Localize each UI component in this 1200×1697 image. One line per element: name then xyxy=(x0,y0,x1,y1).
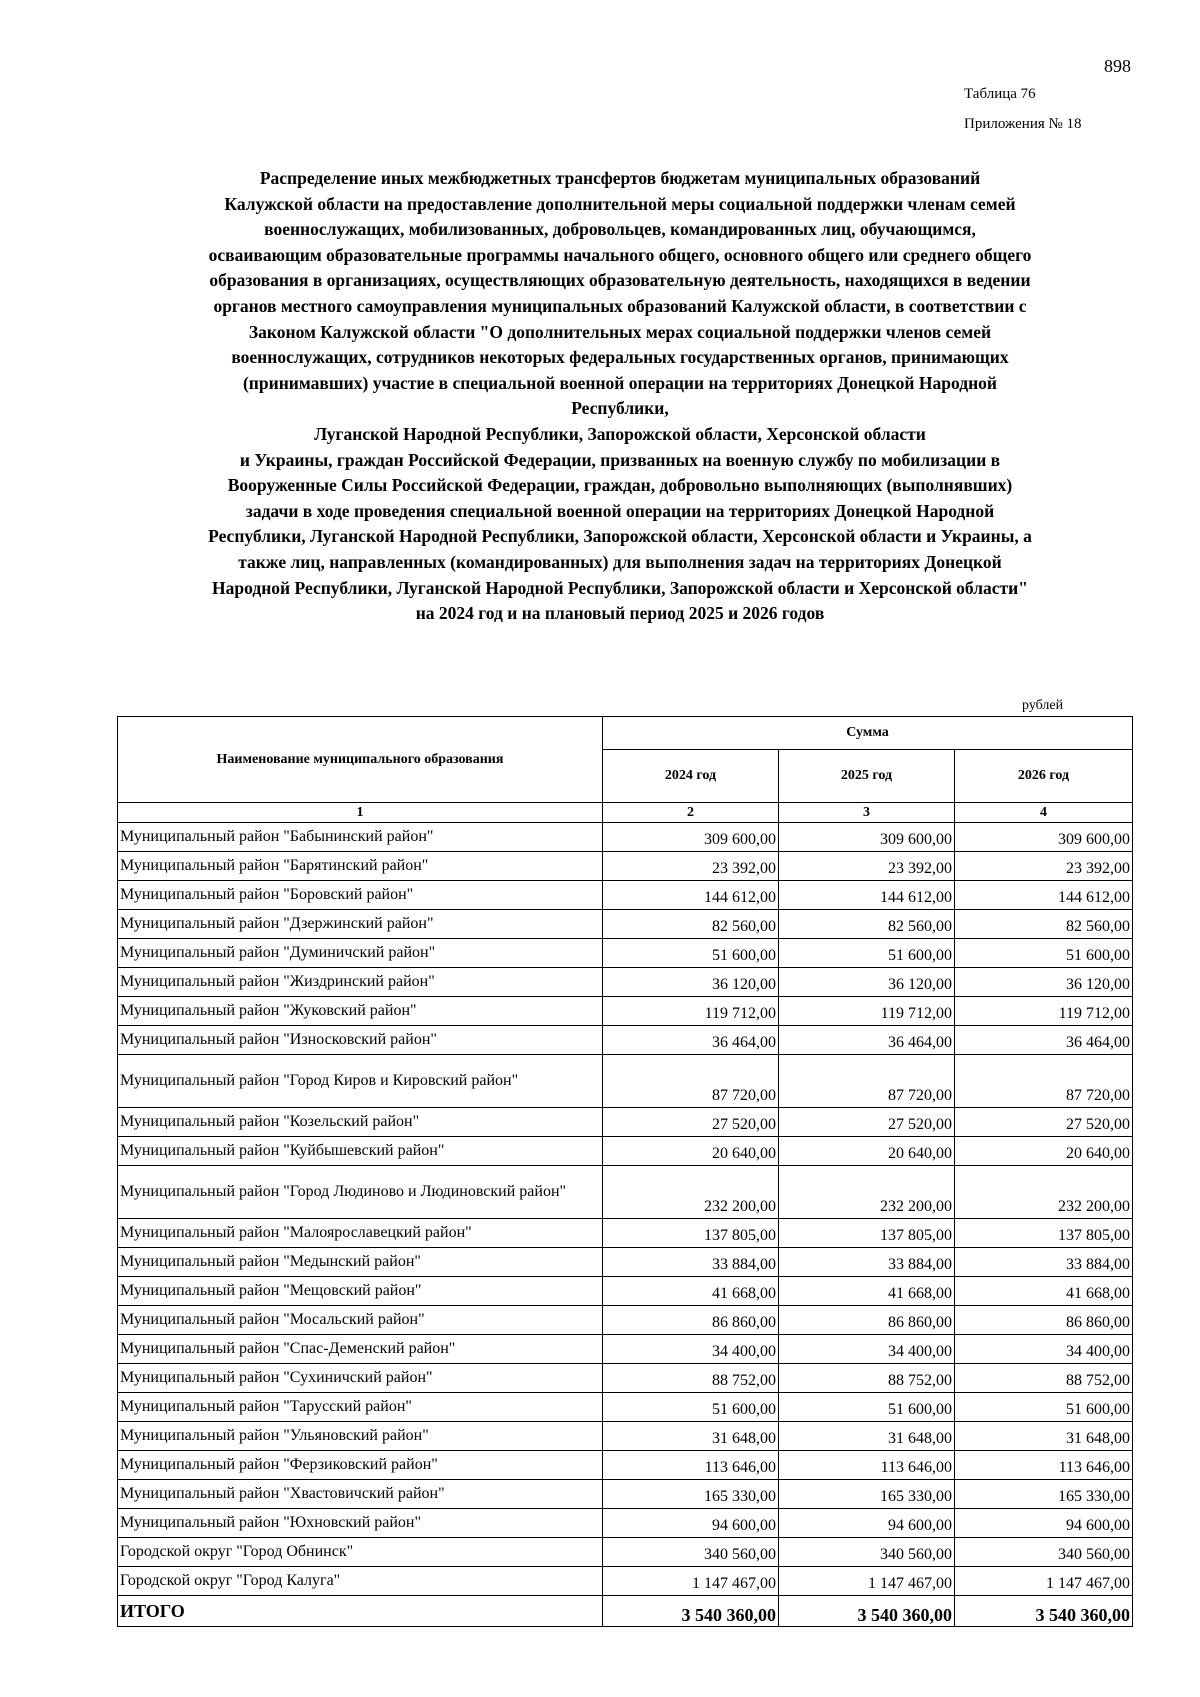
amount-2026: 3 540 360,00 xyxy=(955,1596,1133,1627)
table-row xyxy=(118,823,1133,852)
municipality-name: Муниципальный район "Хвастовичский район" xyxy=(118,1480,603,1509)
amount-2026: 82 560,00 xyxy=(955,910,1133,939)
amount-2024: 23 392,00 xyxy=(603,852,779,881)
amount-2025: 36 120,00 xyxy=(779,968,955,997)
municipality-name: Муниципальный район "Медынский район" xyxy=(118,1248,603,1277)
amount-2024: 31 648,00 xyxy=(603,1422,779,1451)
amount-2025: 86 860,00 xyxy=(779,1306,955,1335)
title-line: образования в организациях, осуществляющих образовательную деятельность, находящихся в ведении xyxy=(209,270,1031,291)
distribution-table xyxy=(117,716,1133,1627)
column-number: 1 xyxy=(118,803,603,823)
title-line: на 2024 год и на плановый период 2025 и 2026 годов xyxy=(415,603,825,624)
title-line: задачи в ходе проведения специальной военной операции на территориях Донецкой Народной xyxy=(245,500,995,521)
amount-2026: 51 600,00 xyxy=(955,939,1133,968)
amount-2026: 88 752,00 xyxy=(955,1364,1133,1393)
municipality-name: Муниципальный район "Ферзиковский район" xyxy=(118,1451,603,1480)
municipality-name: Муниципальный район "Козельский район" xyxy=(118,1108,603,1137)
municipality-name: Муниципальный район "Жиздринский район" xyxy=(118,968,603,997)
amount-2026: 33 884,00 xyxy=(955,1248,1133,1277)
amount-2026: 41 668,00 xyxy=(955,1277,1133,1306)
amount-2025: 23 392,00 xyxy=(779,852,955,881)
amount-2026: 51 600,00 xyxy=(955,1393,1133,1422)
amount-2024: 27 520,00 xyxy=(603,1108,779,1137)
amount-2024: 33 884,00 xyxy=(603,1248,779,1277)
amount-2026: 36 120,00 xyxy=(955,968,1133,997)
title-line: также лиц, направленных (командированных) для выполнения задач на территориях Донецкой xyxy=(238,551,1002,572)
table-row xyxy=(118,1026,1133,1055)
amount-2025: 113 646,00 xyxy=(779,1451,955,1480)
title-line: военнослужащих, мобилизованных, добровольцев, командированных лиц, обучающимся, xyxy=(264,219,976,240)
table-row xyxy=(118,1451,1133,1480)
amount-2026: 165 330,00 xyxy=(955,1480,1133,1509)
municipality-name: Муниципальный район "Мещовский район" xyxy=(118,1277,603,1306)
table-row xyxy=(118,1277,1133,1306)
amount-2025: 232 200,00 xyxy=(779,1166,955,1219)
amount-2026: 309 600,00 xyxy=(955,823,1133,852)
table-row xyxy=(118,1055,1133,1108)
municipality-name: Муниципальный район "Малоярославецкий район" xyxy=(118,1219,603,1248)
amount-2024: 87 720,00 xyxy=(603,1055,779,1108)
municipality-name: Муниципальный район "Тарусский район" xyxy=(118,1393,603,1422)
table-row xyxy=(118,1422,1133,1451)
municipality-name: Муниципальный район "Жуковский район" xyxy=(118,997,603,1026)
municipality-name: Муниципальный район "Куйбышевский район" xyxy=(118,1137,603,1166)
amount-2025: 33 884,00 xyxy=(779,1248,955,1277)
municipality-name: Муниципальный район "Город Людиново и Людиновский район" xyxy=(118,1166,603,1219)
appendix-label: Приложения № 18 xyxy=(964,116,1082,132)
municipality-name: Муниципальный район "Юхновский район" xyxy=(118,1509,603,1538)
column-header-2026: 2026 год xyxy=(955,750,1133,803)
title-line: и Украины, граждан Российской Федерации, призванных на военную службу по мобилизации в xyxy=(239,449,1001,470)
amount-2026: 340 560,00 xyxy=(955,1538,1133,1567)
amount-2024: 232 200,00 xyxy=(603,1166,779,1219)
title-line: Республики, Луганской Народной Республики, Запорожской области, Херсонской области и Украины, а xyxy=(208,526,1032,547)
amount-2025: 1 147 467,00 xyxy=(779,1567,955,1596)
amount-2025: 31 648,00 xyxy=(779,1422,955,1451)
amount-2025: 137 805,00 xyxy=(779,1219,955,1248)
municipality-name: Муниципальный район "Барятинский район" xyxy=(118,852,603,881)
table-row xyxy=(118,1248,1133,1277)
table-row xyxy=(118,881,1133,910)
amount-2026: 34 400,00 xyxy=(955,1335,1133,1364)
municipality-name: Городской округ "Город Калуга" xyxy=(118,1567,603,1596)
amount-2024: 82 560,00 xyxy=(603,910,779,939)
amount-2024: 34 400,00 xyxy=(603,1335,779,1364)
amount-2026: 94 600,00 xyxy=(955,1509,1133,1538)
amount-2026: 232 200,00 xyxy=(955,1166,1133,1219)
table-row xyxy=(118,852,1133,881)
amount-2026: 23 392,00 xyxy=(955,852,1133,881)
table-row xyxy=(118,1480,1133,1509)
amount-2025: 20 640,00 xyxy=(779,1137,955,1166)
amount-2024: 94 600,00 xyxy=(603,1509,779,1538)
table-row xyxy=(118,1364,1133,1393)
amount-2026: 20 640,00 xyxy=(955,1137,1133,1166)
amount-2024: 41 668,00 xyxy=(603,1277,779,1306)
municipality-name: Муниципальный район "Бабынинский район" xyxy=(118,823,603,852)
municipality-name: Городской округ "Город Обнинск" xyxy=(118,1538,603,1567)
amount-2026: 1 147 467,00 xyxy=(955,1567,1133,1596)
table-row xyxy=(118,1137,1133,1166)
amount-2024: 340 560,00 xyxy=(603,1538,779,1567)
table-row xyxy=(118,1509,1133,1538)
amount-2024: 144 612,00 xyxy=(603,881,779,910)
amount-2025: 165 330,00 xyxy=(779,1480,955,1509)
total-label: ИТОГО xyxy=(118,1596,603,1627)
amount-2026: 137 805,00 xyxy=(955,1219,1133,1248)
amount-2026: 86 860,00 xyxy=(955,1306,1133,1335)
municipality-name: Муниципальный район "Спас-Деменский район" xyxy=(118,1335,603,1364)
units-label: рублей xyxy=(1022,698,1064,713)
title-line: осваивающим образовательные программы начального общего, основного общего или среднего общего xyxy=(208,244,1032,265)
table-row xyxy=(118,1306,1133,1335)
amount-2026: 87 720,00 xyxy=(955,1055,1133,1108)
municipality-name: Муниципальный район "Боровский район" xyxy=(118,881,603,910)
column-header-2024: 2024 год xyxy=(603,750,779,803)
amount-2024: 36 120,00 xyxy=(603,968,779,997)
table-row xyxy=(118,1335,1133,1364)
amount-2024: 309 600,00 xyxy=(603,823,779,852)
amount-2025: 119 712,00 xyxy=(779,997,955,1026)
title-line: Республики, xyxy=(571,398,669,419)
amount-2025: 51 600,00 xyxy=(779,1393,955,1422)
title-line: органов местного самоуправления муниципальных образований Калужской области, в соответствии с xyxy=(213,295,1027,316)
amount-2025: 34 400,00 xyxy=(779,1335,955,1364)
title-line: Народной Республики, Луганской Народной Республики, Запорожской области и Херсонской области" xyxy=(212,577,1028,598)
amount-2024: 119 712,00 xyxy=(603,997,779,1026)
amount-2026: 113 646,00 xyxy=(955,1451,1133,1480)
amount-2026: 27 520,00 xyxy=(955,1108,1133,1137)
document-title xyxy=(110,166,1130,627)
title-line: Распределение иных межбюджетных трансфертов бюджетам муниципальных образований xyxy=(259,168,981,188)
table-row xyxy=(118,968,1133,997)
column-number: 2 xyxy=(603,803,779,823)
amount-2025: 94 600,00 xyxy=(779,1509,955,1538)
amount-2024: 3 540 360,00 xyxy=(603,1596,779,1627)
column-header-sum: Сумма xyxy=(603,717,1133,750)
amount-2026: 31 648,00 xyxy=(955,1422,1133,1451)
amount-2025: 27 520,00 xyxy=(779,1108,955,1137)
table-row xyxy=(118,1567,1133,1596)
amount-2025: 51 600,00 xyxy=(779,939,955,968)
table-row xyxy=(118,1166,1133,1219)
table-row xyxy=(118,1108,1133,1137)
amount-2025: 41 668,00 xyxy=(779,1277,955,1306)
amount-2025: 87 720,00 xyxy=(779,1055,955,1108)
amount-2025: 88 752,00 xyxy=(779,1364,955,1393)
amount-2025: 3 540 360,00 xyxy=(779,1596,955,1627)
amount-2024: 36 464,00 xyxy=(603,1026,779,1055)
amount-2024: 113 646,00 xyxy=(603,1451,779,1480)
amount-2024: 51 600,00 xyxy=(603,939,779,968)
title-line: Калужской области на предоставление дополнительной меры социальной поддержки членам семей xyxy=(224,193,1016,214)
title-line: (принимавших) участие в специальной военной операции на территориях Донецкой Народной xyxy=(242,372,997,393)
table-row xyxy=(118,1393,1133,1422)
amount-2025: 144 612,00 xyxy=(779,881,955,910)
column-header-2025: 2025 год xyxy=(779,750,955,803)
table-row xyxy=(118,939,1133,968)
amount-2025: 309 600,00 xyxy=(779,823,955,852)
municipality-name: Муниципальный район "Сухиничский район" xyxy=(118,1364,603,1393)
amount-2026: 36 464,00 xyxy=(955,1026,1133,1055)
municipality-name: Муниципальный район "Износковский район" xyxy=(118,1026,603,1055)
municipality-name: Муниципальный район "Дзержинский район" xyxy=(118,910,603,939)
table-label: Таблица 76 xyxy=(964,86,1036,102)
column-number: 4 xyxy=(955,803,1133,823)
table-row xyxy=(118,1538,1133,1567)
table-row xyxy=(118,1219,1133,1248)
municipality-name: Муниципальный район "Думиничский район" xyxy=(118,939,603,968)
amount-2026: 119 712,00 xyxy=(955,997,1133,1026)
title-line: Законом Калужской области "О дополнительных мерах социальной поддержки членов семей xyxy=(248,321,992,342)
column-header-name: Наименование муниципального образования xyxy=(118,717,603,803)
column-number-row xyxy=(118,803,1133,823)
amount-2024: 51 600,00 xyxy=(603,1393,779,1422)
amount-2024: 20 640,00 xyxy=(603,1137,779,1166)
municipality-name: Муниципальный район "Мосальский район" xyxy=(118,1306,603,1335)
column-number: 3 xyxy=(779,803,955,823)
amount-2024: 165 330,00 xyxy=(603,1480,779,1509)
table-row xyxy=(118,997,1133,1026)
total-row xyxy=(118,1596,1133,1627)
amount-2025: 82 560,00 xyxy=(779,910,955,939)
amount-2024: 86 860,00 xyxy=(603,1306,779,1335)
municipality-name: Муниципальный район "Ульяновский район" xyxy=(118,1422,603,1451)
amount-2026: 144 612,00 xyxy=(955,881,1133,910)
table-row xyxy=(118,910,1133,939)
amount-2024: 1 147 467,00 xyxy=(603,1567,779,1596)
amount-2025: 36 464,00 xyxy=(779,1026,955,1055)
amount-2025: 340 560,00 xyxy=(779,1538,955,1567)
title-line: Вооруженные Силы Российской Федерации, граждан, добровольно выполняющих (выполнявших) xyxy=(227,475,1013,496)
municipality-name: Муниципальный район "Город Киров и Кировский район" xyxy=(118,1055,603,1108)
amount-2024: 137 805,00 xyxy=(603,1219,779,1248)
title-line: Луганской Народной Республики, Запорожской области, Херсонской области xyxy=(314,423,926,444)
title-line: военнослужащих, сотрудников некоторых федеральных государственных органов, принимающих xyxy=(231,347,1009,368)
amount-2024: 88 752,00 xyxy=(603,1364,779,1393)
page-number: 898 xyxy=(1104,56,1131,76)
